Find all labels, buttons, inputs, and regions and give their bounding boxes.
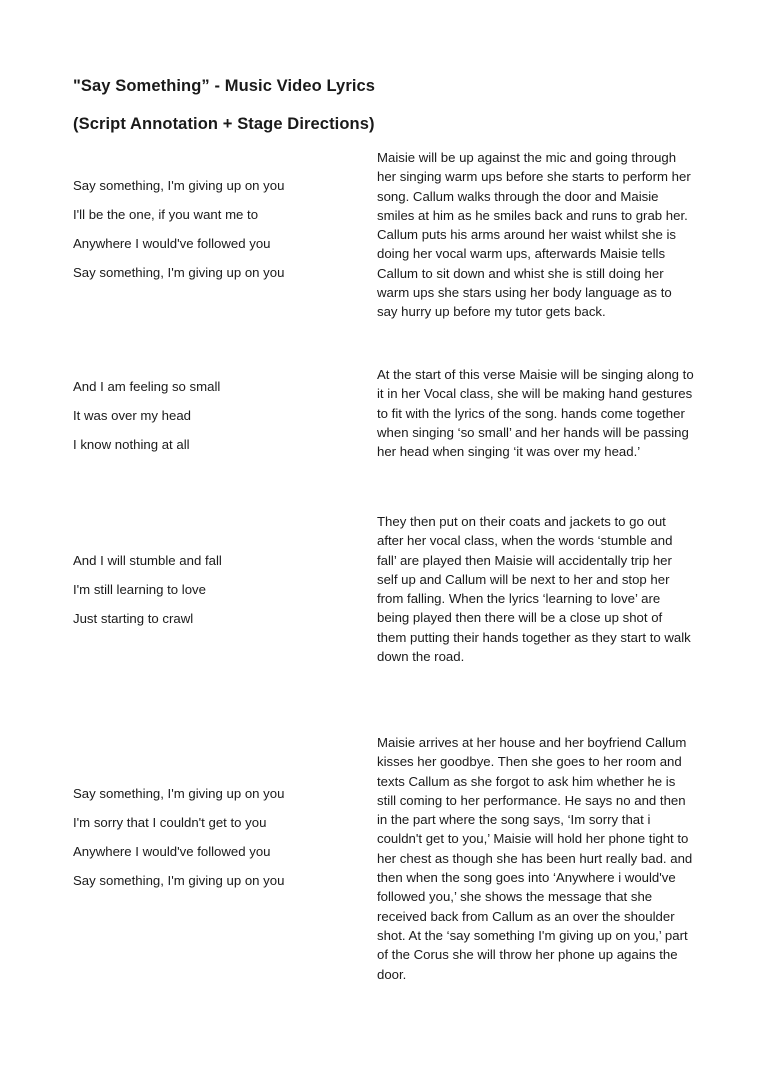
lyric-line: I know nothing at all [73, 437, 190, 452]
document-title: "Say Something” - Music Video Lyrics [73, 77, 376, 95]
stage-direction: Maisie arrives at her house and her boyfriend Callum kisses her goodbye. Then she goes to her room and texts Callum as she forgot to ask him whether he is still coming to her performance. He says no and then in the part where the song says, ‘Im sorry that i couldn't get to you,’ Maisie will hold her phone tight to her chest as though she has been hurt really bad. and then when the song goes into ‘Anywhere i would've followed you,’ she shows the message that she received back from Callum as an over the shoulder shot. At the ‘say something I'm giving up on you,’ part of the Corus she will throw her phone up agains the door. [377, 735, 693, 982]
lyric-line: Say something, I'm giving up on you [73, 178, 285, 193]
lyric-line: I'm still learning to love [73, 582, 206, 597]
stage-direction: Maisie will be up against the mic and going through her singing warm ups before she starts to perform her song. Callum walks through the door and Maisie smiles at him as he smiles back and runs to grab her. Callum puts his arms around her waist whilst she is doing her vocal warm ups, afterwards Maisie tells Callum to sit down and whist she is still doing her warm ups she stars using her body language as to say hurry up before my tutor gets back. [377, 150, 691, 320]
document-subtitle: (Script Annotation + Stage Directions) [73, 115, 375, 133]
lyrics-block-chorus-2 [73, 785, 343, 901]
lyric-line: Just starting to crawl [73, 611, 194, 626]
lyric-line: And I am feeling so small [73, 379, 221, 394]
lyric-line: I'll be the one, if you want me to [73, 207, 259, 222]
lyric-line: I'm sorry that I couldn't get to you [73, 815, 267, 830]
stage-direction: At the start of this verse Maisie will be singing along to it in her Vocal class, she will be making hand gestures to fit with the lyrics of the song. hands come together when singing ‘so small’ and her hands will be passing her head when singing ‘it was over my head.’ [377, 367, 694, 460]
lyrics-block-verse-2 [73, 552, 343, 639]
lyric-line: Say something, I'm giving up on you [73, 786, 285, 801]
lyrics-block-chorus-1 [73, 177, 343, 293]
lyric-line: It was over my head [73, 408, 192, 423]
lyric-line: Say something, I'm giving up on you [73, 265, 285, 280]
lyric-line: And I will stumble and fall [73, 553, 222, 568]
lyric-line: Anywhere I would've followed you [73, 236, 271, 251]
lyric-line: Anywhere I would've followed you [73, 844, 271, 859]
lyric-line: Say something, I'm giving up on you [73, 873, 285, 888]
stage-direction: They then put on their coats and jackets to go out after her vocal class, when the words ‘stumble and fall’ are played then Maisie will accidentally trip her self up and Callum will be next to her and stop her from falling. When the lyrics ‘learning to love’ are being played then there will be a close up shot of them putting their hands together as they start to walk down the road. [377, 514, 691, 665]
lyrics-block-verse-1 [73, 378, 343, 465]
